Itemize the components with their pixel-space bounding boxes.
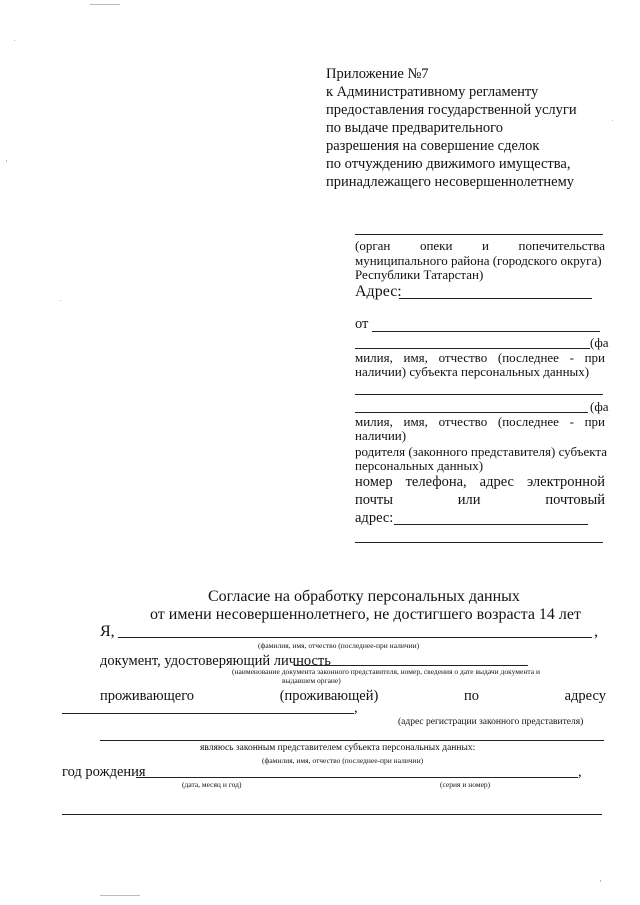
from-blank-line[interactable] (372, 331, 600, 332)
representative-caption-line-2: наличии) (355, 428, 407, 443)
birth-comma: , (578, 764, 582, 780)
address-blank-line-2[interactable] (100, 740, 604, 741)
fio-caption: (фамилия, имя, отчество (последнее-при наличии) (258, 641, 420, 650)
contact-line-1: номер телефона, адрес электронной (355, 474, 605, 490)
organ-caption-line-3: Республики Татарстан) (355, 267, 484, 282)
series-caption: (серия и номер) (440, 780, 491, 789)
consent-subtitle: от имени несовершеннолетнего, не достигшего возраста 14 лет (150, 606, 582, 623)
residing-line: проживающего (проживающей) по адресу (100, 688, 606, 704)
scan-artifact (14, 40, 15, 41)
scan-artifact (612, 120, 613, 121)
representative-caption-line-1: милия, имя, отчество (последнее - при (355, 414, 605, 429)
organ-blank-line[interactable] (355, 234, 603, 235)
fa-suffix: (фа (590, 335, 609, 350)
representative-caption-line-4: персональных данных) (355, 458, 484, 473)
fio-comma: , (594, 623, 598, 640)
contact-line-2: почты или почтовый (355, 492, 605, 508)
address-caption: (адрес регистрации законного представителя) (398, 717, 584, 727)
organ-caption-line-2: муниципального района (городского округа) (355, 253, 602, 268)
header-line: по отчуждению движимого имущества, (326, 156, 571, 172)
scan-artifact (90, 4, 120, 5)
document-caption-1: (наименование документа законного представителя, номер, сведения о дате выдачи документа и (232, 667, 540, 676)
address-blank-line[interactable] (399, 298, 592, 299)
residing-comma: , (354, 700, 358, 716)
contact-blank-line-1[interactable] (394, 524, 588, 525)
contact-blank-line-2[interactable] (355, 542, 603, 543)
date-caption: (дата, месяц и год) (182, 780, 242, 789)
i-label: Я, (100, 623, 115, 640)
scan-artifact (60, 300, 61, 301)
subject-name-blank-line[interactable] (355, 348, 590, 349)
scan-artifact (6, 160, 7, 162)
scan-artifact (600, 880, 601, 882)
birth-label: год рождения (62, 764, 146, 780)
subject-fio-caption: (фамилия, имя, отчество (последнее-при наличии) (262, 756, 424, 765)
organ-caption-line-1: (орган опеки и попечительства (355, 238, 605, 253)
fio-blank-line[interactable] (118, 637, 592, 638)
appendix-header (326, 66, 577, 192)
header-line: принадлежащего несовершеннолетнему (326, 174, 575, 190)
subject-caption-line-2: наличии) субъекта персональных данных) (355, 364, 590, 379)
consent-title: Согласие на обработку персональных данных (208, 588, 520, 605)
residing-address-blank-line[interactable] (62, 713, 354, 714)
representative-statement: являюсь законным представителем субъекта персональных данных: (200, 743, 476, 753)
bottom-blank-line[interactable] (62, 814, 602, 815)
header-line: к Административному регламенту (326, 84, 539, 100)
representative-blank-line-1[interactable] (355, 394, 603, 395)
representative-blank-line-2[interactable] (355, 412, 588, 413)
representative-caption-line-3: родителя (законного представителя) субъекта (355, 444, 608, 459)
header-line: разрешения на совершение сделок (326, 138, 540, 154)
document-caption-2: выдавшем органе) (282, 676, 341, 685)
birth-blank-line[interactable] (136, 777, 578, 778)
address-label: Адрес: (355, 283, 402, 300)
header-line: Приложение №7 (326, 66, 429, 82)
fa-suffix: (фа (590, 399, 609, 414)
document-label: документ, удостоверяющий личность (100, 653, 331, 669)
header-line: предоставления государственной услуги (326, 102, 577, 118)
header-line: по выдаче предварительного (326, 120, 504, 136)
contact-address-label: адрес: (355, 510, 394, 526)
from-label: от (355, 316, 369, 332)
document-blank-line[interactable] (294, 665, 528, 666)
subject-caption-line-1: милия, имя, отчество (последнее - при (355, 350, 605, 365)
scan-artifact (100, 895, 140, 896)
